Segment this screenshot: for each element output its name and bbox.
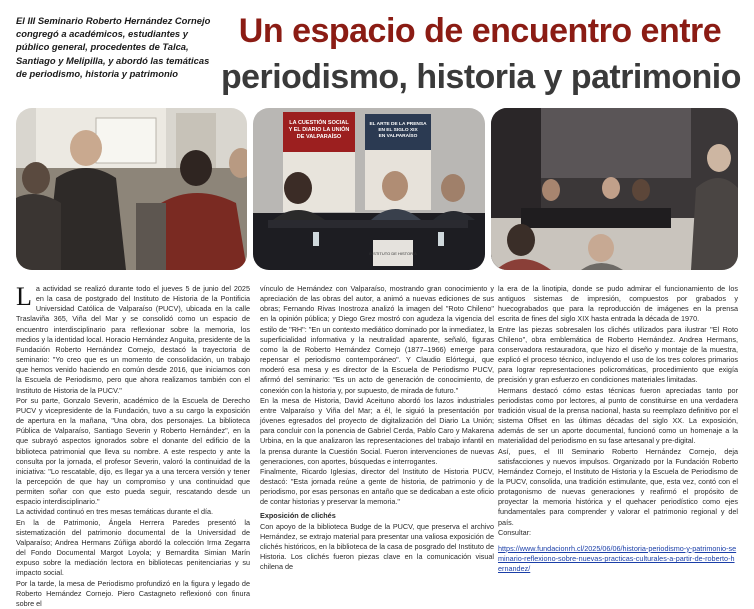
article-paragraph: En la de Patrimonio, Ángela Herrera Paredes presentó la sistematización del patrimonio documental de la Universidad de Valparaíso; Andrea Hermans Zúñiga abordó la colección Irma Zegarra del Fondo Documental Margot Loyola; y Bernardita Simian Marín expuso sobre la mediación lectora en bibliotecas penitenciarias y su impacto social. — [16, 517, 250, 578]
photo-speaker — [491, 108, 738, 270]
banner-2-text: EL ARTE DE LA PRENSA EN EL SIGLO XIX EN VALPARAÍSO — [369, 122, 427, 139]
lead-paragraph: El III Seminario Roberto Hernández Cornejo congregó a académicos, estudiantes y público general, procedentes de Talca, Santiago y Melipilla, y abordó las temáticas de periodismo, historia y patrimonio — [16, 15, 211, 79]
article-paragraph: Por su parte, Gonzalo Severin, académico de la Escuela de Derecho PUCV y vicepresidente de la Fundación, tuvo a su cargo la exposición de apertura en la mañana, "Una obra, dos personajes. La biblioteca Pública de Valparaíso, Santiago Severin y Roberto Hernández", en la que subrayó aspectos ignorados sobre el donante del edificio de la biblioteca patrimonial que lleva su nombre. A este respecto y ante la consulta por la jornada, el profesor Severin, valoró la continuidad de la iniciativa: "Lo rescatable, dijo, es llegar ya a una tercera versión y tener la percepción de que hay un compromiso y una continuidad que permiten soñar con que esto pueda seguir, rescatando desde un espacio interdisciplinario." — [16, 395, 250, 507]
article-column-3 — [498, 284, 738, 574]
banner-1-text: LA CUESTIÓN SOCIAL Y EL DIARIO LA UNIÓN DE VALPARAÍSO — [288, 120, 350, 140]
article-body — [16, 282, 738, 608]
paragraph-text: a actividad se realizó durante todo el jueves 5 de junio del 2025 en la casa de postgrado del Instituto de Historia de la Pontificia Universidad Católica de Valparaíso (PUCV), ubicada en la calle Traslaviña 365, Viña del Mar y se consolidó como un espacio de encuentro interdisciplinario para reflexionar sobre la memoria, los medios y la identidad local. Horacio Hernández Anguita, presidente de la Fundación Roberto Hernández Cornejo, destacó la trayectoria de seminario: "Yo creo que es un momento de consolidación, un trabajo que hemos venido haciendo en común desde 2016, que iniciamos con la Escuela de Periodismo, pero que ahora realizamos también con el Instituto de Historia de la PUCV." — [16, 284, 250, 395]
article-paragraph: Entre las piezas sobresalen los clichés utilizados para ilustrar "El Roto Chileno", obra emblemática de Roberto Hernández. Andrea Hermans, conservadora restauradora, que hizo el diseño y montaje de la muestra, explicó el proceso técnico, incluyendo el uso de los tres colores primarios para lograr representaciones policromáticas, procedimiento que exigía precisión y gran esfuerzo en condiciones materiales limitadas. — [498, 324, 738, 385]
article-paragraph: Finalmente, Ricardo Iglesias, director del Instituto de Historia PUCV, destacó: "Esta jornada reúne a gente de historia, de patrimonio y de periodismo, por esas personas en antaño que se dedicaban a este oficio de contar historias y preservar la memoria." — [260, 466, 494, 507]
drop-cap: L — [16, 282, 32, 311]
article-paragraph: Con apoyo de la biblioteca Budge de la PUCV, que preserva el archivo Hernández, se extrajo material para presentar una valiosa exposición de clichés históricos, en la biblioteca de la casa de posgrado del Instituto de Historia. Los clichés fueron piezas clave en la comunicación visual chilena de — [260, 521, 494, 572]
source-link[interactable]: https://www.fundacionrh.cl/2025/06/06/historia-periodismo-y-patrimonio-seminario-reflexiono-sobre-nuevas-practicas-culturales-a-partir-de-roberto-hernandez/ — [498, 543, 737, 574]
headline-line-1: Un espacio de encuentro entre — [238, 12, 722, 50]
consult-label: Consultar: — [498, 527, 532, 537]
article-paragraph — [16, 284, 250, 396]
article-paragraph: Así, pues, el III Seminario Roberto Hernández Cornejo, deja satisfacciones y nuevos impulsos. Organizado por la Fundación Roberto Hernández Cornejo, el Instituto de Historia y la Escuela de Periodismo de la PUCV, consolida, una tradición estimulante, que, esta vez, contó con el protagonismo de nuevas generaciones y reafirmó el propósito de proyectar la memoria histórica y el quehacer periodístico como ejes fundamentales para comprender y valorar el patrimonio regional y del país. — [498, 446, 738, 527]
banner-3-text: INSTITUTO DE HISTORIA — [369, 251, 417, 256]
article-column-2 — [260, 284, 494, 572]
article-column-1 — [16, 284, 250, 609]
article-paragraph: vínculo de Hernández con Valparaíso, mostrando gran conocimiento y apreciación de las obras del autor, a animó a nuevas ediciones de sus obras; Fernando Rivas Inostroza analizó la imagen del "Roto Chileno" en la opinión pública; y Diego Grez mostró con agudeza la vigencia del estilo de "RH": "En un contexto mediático dominado por la inmediatez, la superficialidad informativa y la neutralidad aparente, señaló, figuras como la de Roberto Hernández Cornejo (1877–1966) emerge para repensar el periodismo contemporáneo". Y Claudio Elórtegui, que moderó esa mesa y es director de la Escuela de Periodismo PUCV, afirmó del seminario: "Es un acto de generación de conocimiento, de conexión con la historia y, por supuesto, de mirada de futuro." — [260, 284, 494, 395]
photo-audience — [16, 108, 247, 270]
article-paragraph: La actividad continuó en tres mesas temáticas durante el día. — [16, 507, 214, 517]
photo-panel-banners — [253, 108, 485, 270]
article-paragraph: la era de la linotipia, donde se pudo admirar el funcionamiento de los antiguos sistemas de impresión, compuestos por grabados y huecograbados que para la reproducción de imágenes en la prensa escrita de fines del siglo XIX hasta entrada la década de 1970. — [498, 284, 738, 324]
article-paragraph: Hermans destacó cómo estas técnicas fueron apreciadas tanto por periodistas como por lectores, al punto de constituirse en una verdadera tradición visual de la prensa nacional, hasta su reemplazo definitivo por el sistema Offset en las últimas décadas del siglo XX. La exposición, además de ser un aporte documental, funcionó como un homenaje a la materialidad del periodismo en su fase artesanal y pre-digital. — [498, 385, 738, 446]
article-paragraph: En la mesa de Historia, David Aceituno abordó los lazos industriales entre Valparaíso y Viña del Mar; a él, le siguió la presentación por jóvenes egresados del proyecto de digitalización del Diario La Unión; para concluir con la ponencia de Gabriel Cerda, Pablo Caro y Makarena Urbina, en la que analizaron las representaciones del trabajo infantil en la prensa durante la Cuestión Social. Fueron intervenciones de nuevas generaciones, con aportes, búsquedas e interrogantes. — [260, 395, 494, 466]
section-subheading: Exposición de clichés — [260, 511, 336, 521]
headline-line-2: periodismo, historia y patrimonio — [220, 58, 741, 96]
article-paragraph: Por la tarde, la mesa de Periodismo profundizó en la figura y legado de Roberto Hernández Cornejo. Piero Castagneto reflexionó con finura sobre el — [16, 578, 250, 608]
